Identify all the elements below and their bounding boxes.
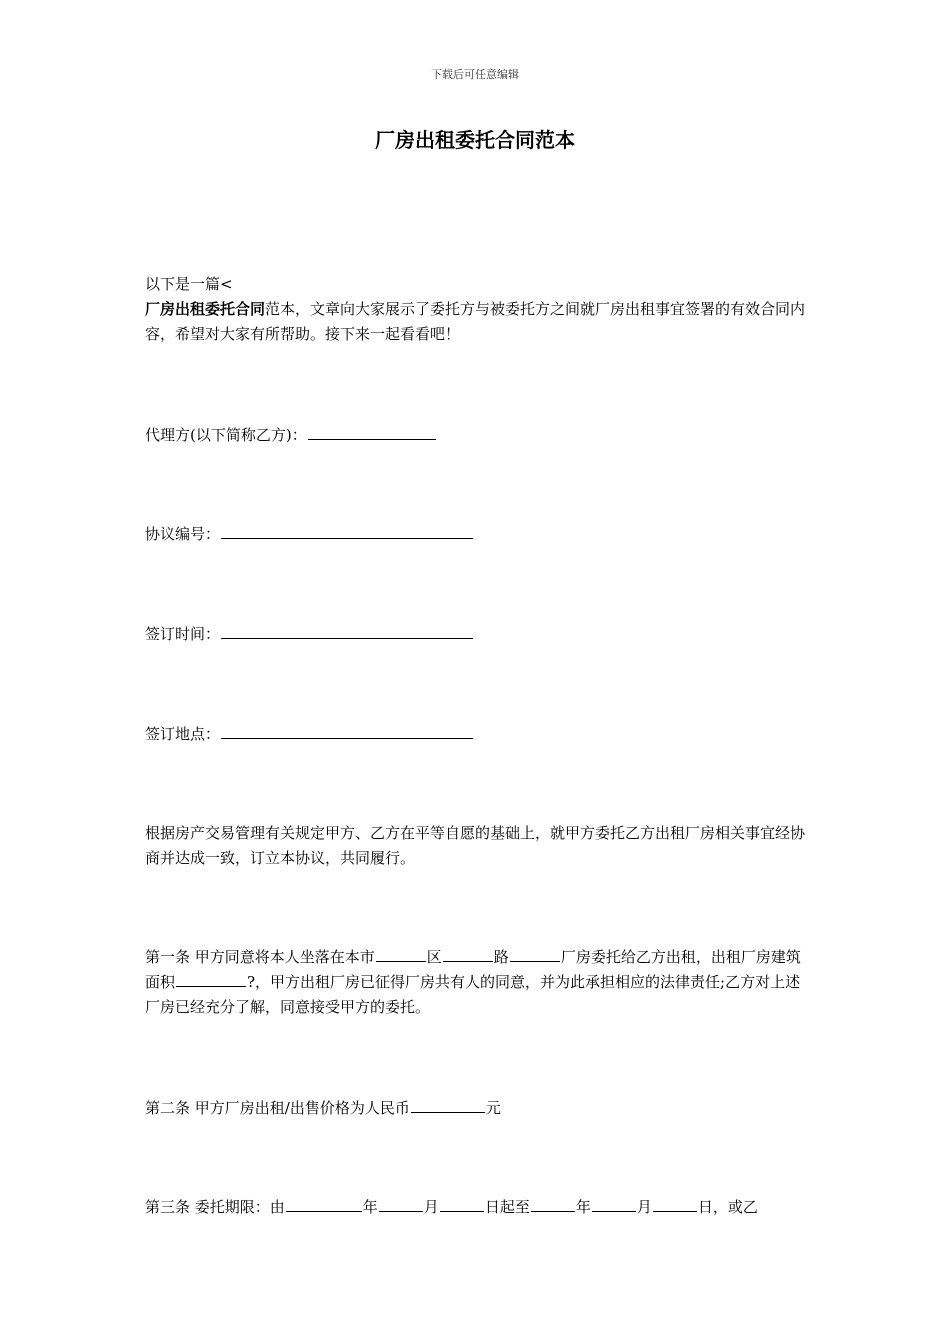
article-2	[145, 1096, 810, 1121]
agent-blank	[308, 424, 436, 440]
end-day-blank	[653, 1196, 697, 1212]
article-1	[145, 945, 810, 1020]
article3-text-2: 年	[362, 1198, 378, 1216]
start-year-blank	[286, 1196, 362, 1212]
road-blank	[443, 946, 493, 962]
start-day-blank	[440, 1196, 484, 1212]
address-blank	[510, 946, 560, 962]
area-blank	[176, 971, 246, 987]
end-month-blank	[592, 1196, 636, 1212]
sign-time-field	[145, 622, 810, 647]
article3-text-5: 年	[575, 1198, 591, 1216]
intro-bold-title: 厂房出租委托合同	[145, 300, 266, 318]
intro-line1: 以下是一篇<	[145, 275, 233, 293]
intro-body	[145, 297, 810, 347]
district-blank	[376, 946, 426, 962]
article2-text-2: 元	[485, 1099, 501, 1117]
sign-time-label: 签订时间：	[145, 625, 221, 643]
sign-place-field	[145, 722, 810, 747]
intro-rest: 范本，文章向大家展示了委托方与被委托方之间就厂房出租事宜签署的有效合同内容，希望对大家有所帮助。接下来一起看看吧！	[145, 300, 806, 343]
article1-text-1: 第一条 甲方同意将本人坐落在本市	[145, 948, 375, 966]
agreement-number-blank	[221, 523, 473, 539]
preamble-paragraph: 根据房产交易管理有关规定甲方、乙方在平等自愿的基础上，就甲方委托乙方出租厂房相关事宜经协商并达成一致，订立本协议，共同履行。	[145, 824, 806, 867]
document-title: 厂房出租委托合同范本	[375, 128, 575, 152]
article2-text-1: 第二条 甲方厂房出租/出售价格为人民币	[145, 1099, 410, 1117]
sign-place-label: 签订地点：	[145, 725, 221, 743]
start-month-blank	[379, 1196, 423, 1212]
intro-paragraph	[145, 272, 810, 347]
article1-text-5: ?，甲方出租厂房已征得厂房共有人的同意，并为此承担相应的法律责任;乙方对上述厂房已经充分了解，同意接受甲方的委托。	[145, 973, 801, 1016]
article3-text-7: 日，或乙	[697, 1198, 758, 1216]
end-year-blank	[531, 1196, 575, 1212]
agreement-number-label: 协议编号：	[145, 525, 221, 543]
page-header: 下载后可任意编辑	[431, 68, 519, 81]
article3-text-1: 第三条 委托期限：由	[145, 1198, 285, 1216]
article3-text-3: 月	[423, 1198, 439, 1216]
article1-text-4: 厂房委托给乙方出租，出租厂房建筑面积	[145, 948, 801, 991]
sign-place-blank	[221, 723, 473, 739]
article1-text-3: 路	[493, 948, 509, 966]
agent-field	[145, 423, 810, 448]
agreement-number-field	[145, 522, 810, 547]
article3-text-4: 日起至	[484, 1198, 530, 1216]
article3-text-6: 月	[636, 1198, 652, 1216]
price-blank	[411, 1097, 485, 1113]
agent-label: 代理方(以下简称乙方)：	[145, 426, 307, 444]
article1-text-2: 区	[426, 948, 442, 966]
article-3	[145, 1195, 810, 1220]
sign-time-blank	[221, 623, 473, 639]
